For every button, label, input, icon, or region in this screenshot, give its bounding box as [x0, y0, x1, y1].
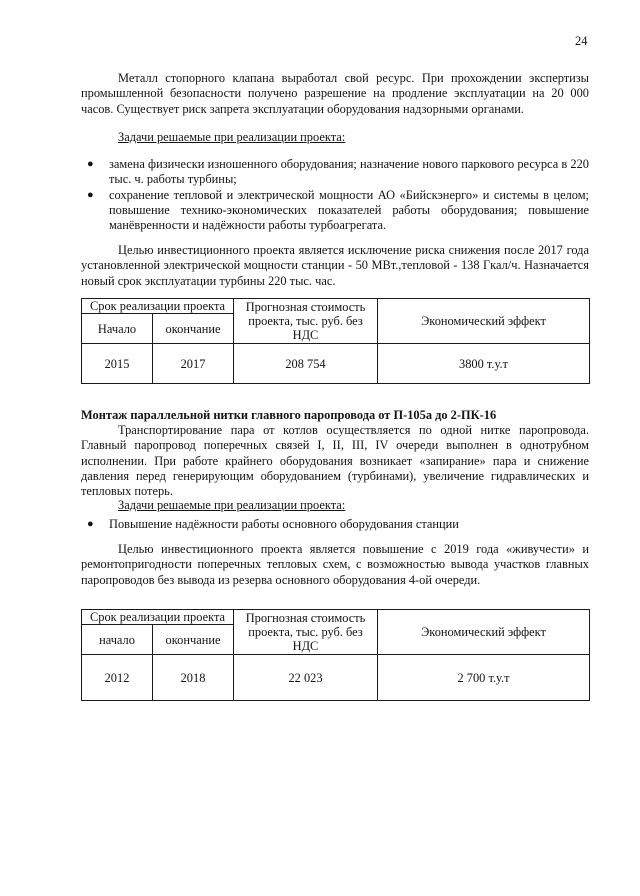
section1-intro-block — [81, 71, 589, 117]
page-number: 24 — [575, 34, 588, 48]
section2-intro: Транспортирование пара от котлов осуществляется по одной нитке паропровода. Главный паропровод поперечных связей I, II, III, IV очереди выполнен в однотрубном исполнении. При работе крайнего оборудования возникает «запирание» пара и снижение давления перед генерирующим оборудованием (турбинами), увеличение гидравлических и тепловых потерь. — [81, 423, 589, 499]
section2-goal-block — [81, 542, 589, 588]
section2-tasks-heading-block — [81, 498, 589, 513]
cost-value: 22 023 — [234, 655, 378, 701]
period-header: Срок реализации проекта — [82, 299, 234, 314]
effect-value: 2 700 т.у.т — [378, 655, 590, 701]
list-item: ● замена физически изношенного оборудования; назначение нового паркового ресурса в 220 тыс. ч. работы турбины; — [87, 157, 589, 187]
section2-intro-block — [81, 423, 589, 499]
period-header: Срок реализации проекта — [82, 610, 234, 625]
cost-header: Прогнозная стоимость проекта, тыс. руб. без НДС — [234, 299, 378, 344]
section2-title-block — [81, 408, 589, 423]
effect-header: Экономический эффект — [378, 299, 590, 344]
section1-tasks-heading-block — [81, 130, 589, 145]
effect-value: 3800 т.у.т — [378, 344, 590, 384]
start-value: 2012 — [82, 655, 153, 701]
bullet-icon: ● — [87, 158, 94, 170]
section2-tasks-block — [81, 517, 589, 532]
end-header: окончание — [153, 314, 234, 344]
section1-tasks-block — [81, 157, 589, 233]
table-row — [82, 344, 590, 384]
section1-goal: Целью инвестиционного проекта является исключение риска снижения после 2017 года установленной электрической мощности станции - 50 МВт.,тепловой - 138 Гкал/ч. Назначается новый срок эксплуатации турбины 220 тыс. час. — [81, 243, 589, 288]
cost-value: 208 754 — [234, 344, 378, 384]
table-row — [82, 655, 590, 701]
list-item: ● Повышение надёжности работы основного оборудования станции — [87, 517, 459, 531]
section2-goal: Целью инвестиционного проекта является повышение с 2019 года «живучести» и ремонтопригодности поперечных тепловых схем, с возможностью вывода участков главных паропроводов без вывода из резерва основного оборудования 4-ой очереди. — [81, 542, 589, 587]
section2-tasks-heading: Задачи решаемые при реализации проекта: — [118, 498, 346, 512]
section2-title: Монтаж параллельной нитки главного паропровода от П-105а до 2-ПК-16 — [81, 408, 497, 422]
start-header: начало — [82, 625, 153, 655]
start-header: Начало — [82, 314, 153, 344]
end-value: 2018 — [153, 655, 234, 701]
bullet-icon: ● — [87, 188, 94, 201]
end-value: 2017 — [153, 344, 234, 384]
cost-header: Прогнозная стоимость проекта, тыс. руб. без НДС — [234, 610, 378, 655]
bullet-icon: ● — [87, 518, 94, 530]
section1-project-table — [81, 298, 590, 384]
start-value: 2015 — [82, 344, 153, 384]
section2-tasks-list — [81, 517, 589, 532]
section1-tasks-list — [81, 157, 589, 233]
section1-intro: Металл стопорного клапана выработал свой ресурс. При прохождении экспертизы промышленной безопасности получено разрешение на продление эксплуатации на 20 000 часов. Существует риск запрета эксплуатации оборудования надзорными органами. — [81, 71, 589, 116]
list-item: ● сохранение тепловой и электрической мощности АО «Бийскэнерго» и системы в целом; повышение технико-экономических показателей работы оборудования; повышение манёвренности и надёжности работы турбоагрегата. — [87, 187, 589, 233]
section1-tasks-heading: Задачи решаемые при реализации проекта: — [118, 130, 346, 144]
section2-project-table — [81, 609, 590, 701]
end-header: окончание — [153, 625, 234, 655]
effect-header: Экономический эффект — [378, 610, 590, 655]
section1-goal-block — [81, 243, 589, 289]
